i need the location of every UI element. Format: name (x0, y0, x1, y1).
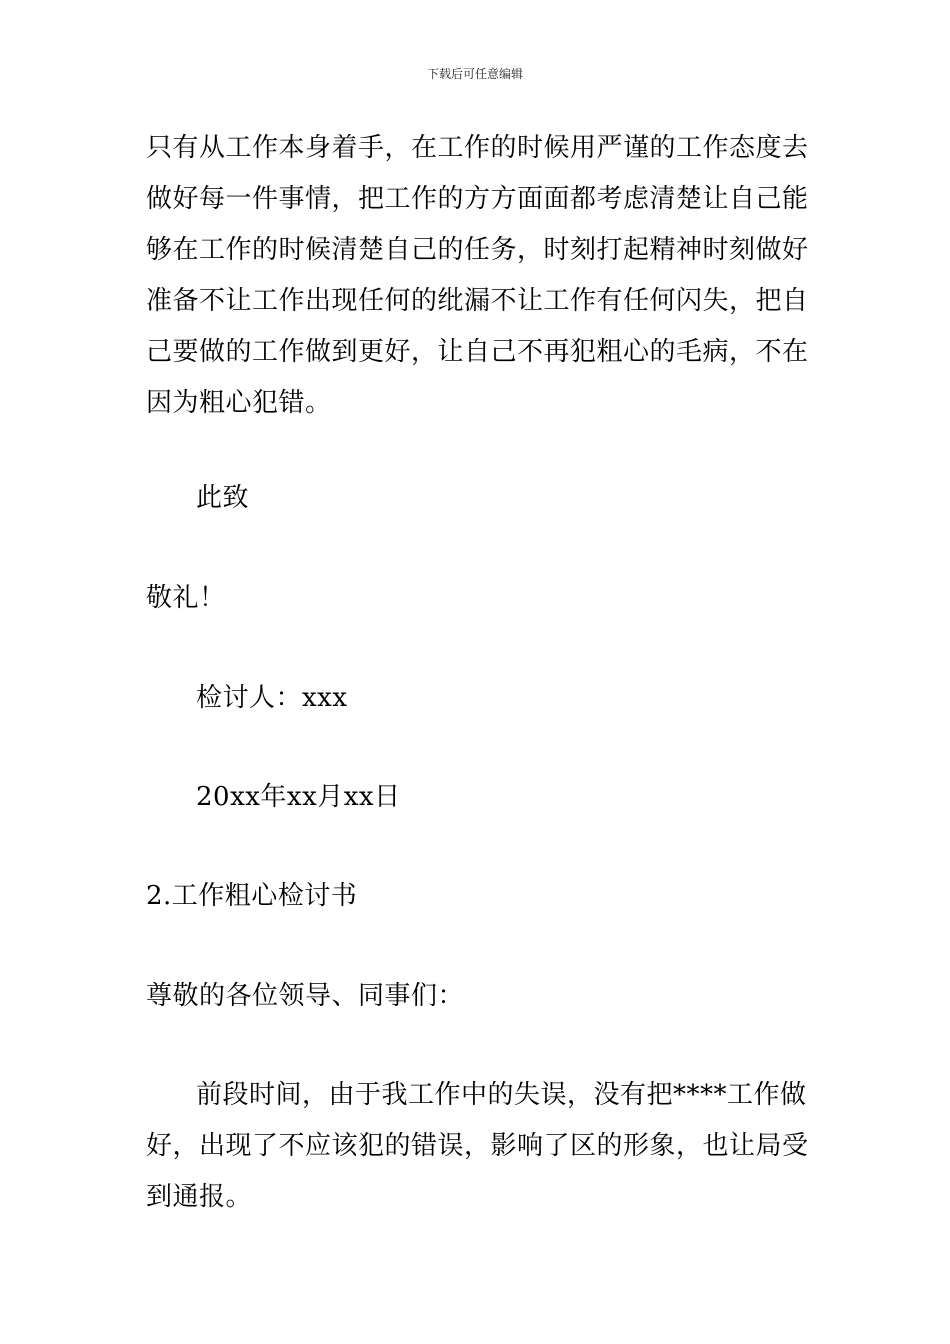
paragraph-line: 做好每一件事情，把工作的方方面面都考虑清楚让自己能 (146, 184, 809, 214)
closing-regards: 敬礼！ (146, 583, 226, 613)
paragraph-line: 只有从工作本身着手，在工作的时候用严谨的工作态度去 (146, 133, 809, 163)
paragraph-line: 前段时间，由于我工作中的失误，没有把****工作做 (196, 1080, 807, 1110)
date-line: 20xx年xx月xx日 (196, 782, 401, 812)
paragraph-line: 准备不让工作出现任何的纰漏不让工作有任何闪失，把自 (146, 286, 809, 316)
section-2-greeting: 尊敬的各位领导、同事们： (146, 981, 465, 1011)
closing-salutation: 此致 (196, 483, 250, 513)
section-2-title: 2.工作粗心检讨书 (146, 881, 358, 911)
paragraph-line: 到通报。 (146, 1182, 253, 1212)
paragraph-line: 够在工作的时候清楚自己的任务，时刻打起精神时刻做好 (146, 235, 809, 265)
paragraph-line: 因为粗心犯错。 (146, 388, 332, 418)
signer-line: 检讨人：xxx (196, 683, 348, 713)
page-header-note: 下载后可任意编辑 (426, 67, 523, 81)
paragraph-line: 己要做的工作做到更好，让自己不再犯粗心的毛病，不在 (146, 337, 809, 367)
paragraph-line: 好，出现了不应该犯的错误，影响了区的形象，也让局受 (146, 1131, 809, 1161)
